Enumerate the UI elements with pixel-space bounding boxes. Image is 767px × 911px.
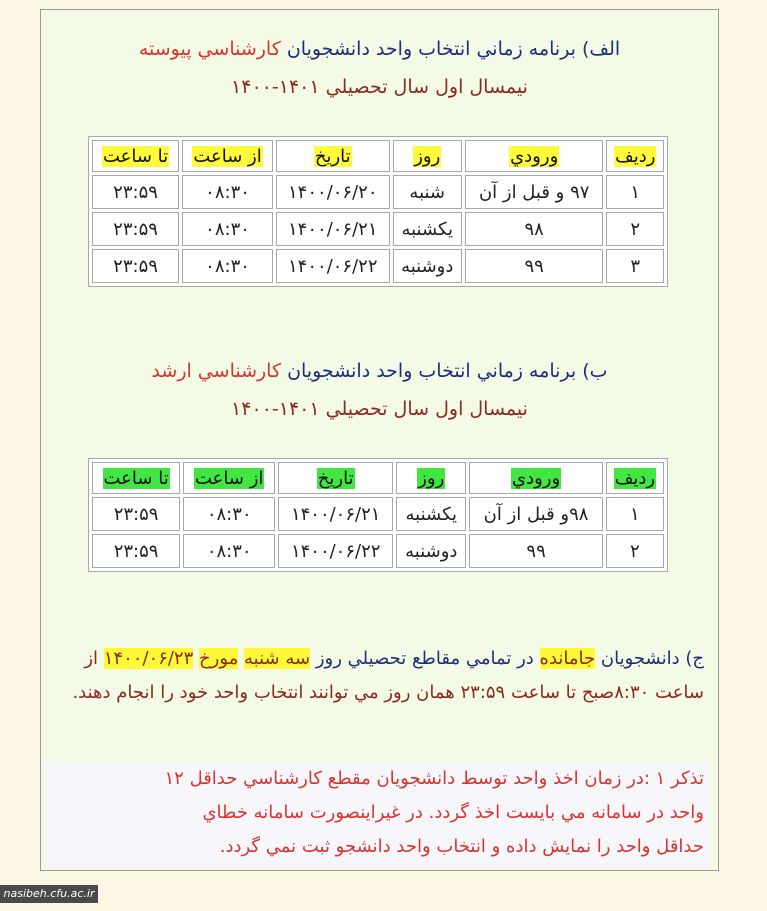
table-cell: ۹۸و قبل از آن [469, 497, 602, 531]
table-cell: ۲ [606, 212, 664, 246]
table-cell: ۲۳:۵۹ [92, 212, 179, 246]
table-cell: ۱۴۰۰/۰۶/۲۲ [276, 249, 390, 283]
header-cell: تا ساعت [102, 145, 169, 167]
section-a-title-prefix: الف) برنامه زماني انتخاب واحد دانشجويان [286, 38, 621, 60]
section-a-table [88, 136, 668, 287]
section-b-subtitle: نيمسال اول سال تحصيلي ۱۴۰۱-۱۴۰۰ [231, 398, 528, 420]
table-row [92, 212, 664, 246]
section-c-part: ج) دانشجويان [600, 648, 704, 669]
table-cell: ۲۳:۵۹ [92, 249, 179, 283]
note-line: واحد در سامانه مي بايست اخذ گردد. در غيراينصورت سامانه خطاي [202, 802, 704, 823]
section-b-title-prefix: ب) برنامه زماني انتخاب واحد دانشجويان [287, 360, 608, 382]
note-box [45, 762, 710, 868]
table-cell: ۲۳:۵۹ [92, 534, 180, 568]
section-a-program: كارشناسي پيوسته [138, 38, 281, 60]
section-c-paragraph [54, 642, 704, 710]
section-c-highlight-day: سه شنبه [244, 648, 311, 669]
section-a-subtitle: نيمسال اول سال تحصيلي ۱۴۰۱-۱۴۰۰ [231, 76, 528, 98]
table-cell: ۰۸:۳۰ [183, 534, 275, 568]
table-cell: ۰۸:۳۰ [182, 212, 273, 246]
table-cell: ۱ [606, 497, 664, 531]
table-row [92, 249, 664, 283]
table-row [92, 497, 664, 531]
table-cell: شنبه [393, 175, 462, 209]
table-header-row [92, 140, 664, 172]
note-line: حداقل واحد را نمايش داده و انتخاب واحد دانشجو ثبت نمي گردد. [219, 836, 704, 857]
header-cell: از ساعت [195, 467, 264, 489]
section-c-part: توانند انتخاب واحد خود را انجام دهند. [72, 682, 349, 703]
table-cell: ۲۳:۵۹ [92, 175, 179, 209]
section-b-title [41, 360, 718, 382]
table-cell: ۱۴۰۰/۰۶/۲۱ [276, 212, 390, 246]
section-c-part: در تمامي مقاطع تحصيلي روز [315, 648, 534, 669]
header-cell: روز [414, 145, 441, 167]
announcement-panel [40, 9, 719, 871]
table-cell: دوشنبه [396, 534, 466, 568]
section-c-highlight-date: ۱۴۰۰/۰۶/۲۳ [103, 648, 194, 669]
table-row [92, 534, 664, 568]
header-cell: ورودي [511, 467, 561, 489]
table-cell: ۹۷ و قبل از آن [465, 175, 604, 209]
section-b-table [88, 458, 668, 572]
header-cell: تا ساعت [103, 467, 169, 489]
header-cell: تاريخ [314, 145, 351, 167]
section-a-title [41, 38, 718, 60]
header-cell: ورودي [510, 145, 559, 167]
note-line: تذكر ۱ :در زمان اخذ واحد توسط دانشجويان مقطع كارشناسي حداقل ۱۲ [164, 768, 704, 789]
table-cell: ۲۳:۵۹ [92, 497, 180, 531]
table-cell: ۹۹ [465, 249, 604, 283]
section-c-part: از ساعت ۸:۳۰صبح تا ساعت ۲۳:۵۹ همان روز مي [84, 648, 704, 703]
section-c-highlight-dated: مورخ [199, 648, 239, 669]
table-cell: ۰۸:۳۰ [183, 497, 275, 531]
table-cell: ۰۸:۳۰ [182, 249, 273, 283]
header-cell: رديف [614, 467, 656, 489]
table-header-row [92, 462, 664, 494]
header-cell: تاريخ [317, 467, 354, 489]
section-b-program: كارشناسي ارشد [151, 360, 282, 382]
table-cell: ۰۸:۳۰ [182, 175, 273, 209]
table-cell: ۱۴۰۰/۰۶/۲۱ [278, 497, 393, 531]
table-cell: ۱۴۰۰/۰۶/۲۲ [278, 534, 393, 568]
table-cell: ۹۹ [469, 534, 602, 568]
table-cell: يكشنبه [393, 212, 462, 246]
table-cell: ۹۸ [465, 212, 604, 246]
table-cell: ۲ [606, 534, 664, 568]
table-row [92, 175, 664, 209]
table-cell: ۱ [606, 175, 664, 209]
table-cell: ۳ [606, 249, 664, 283]
header-cell: از ساعت [193, 145, 262, 167]
site-watermark: nasibeh.cfu.ac.ir [0, 885, 98, 903]
table-cell: يكشنبه [396, 497, 466, 531]
header-cell: رديف [615, 145, 656, 167]
header-cell: روز [418, 467, 445, 489]
table-cell: دوشنبه [393, 249, 462, 283]
section-c-highlight-left-behind: جامانده [539, 648, 596, 669]
table-cell: ۱۴۰۰/۰۶/۲۰ [276, 175, 390, 209]
